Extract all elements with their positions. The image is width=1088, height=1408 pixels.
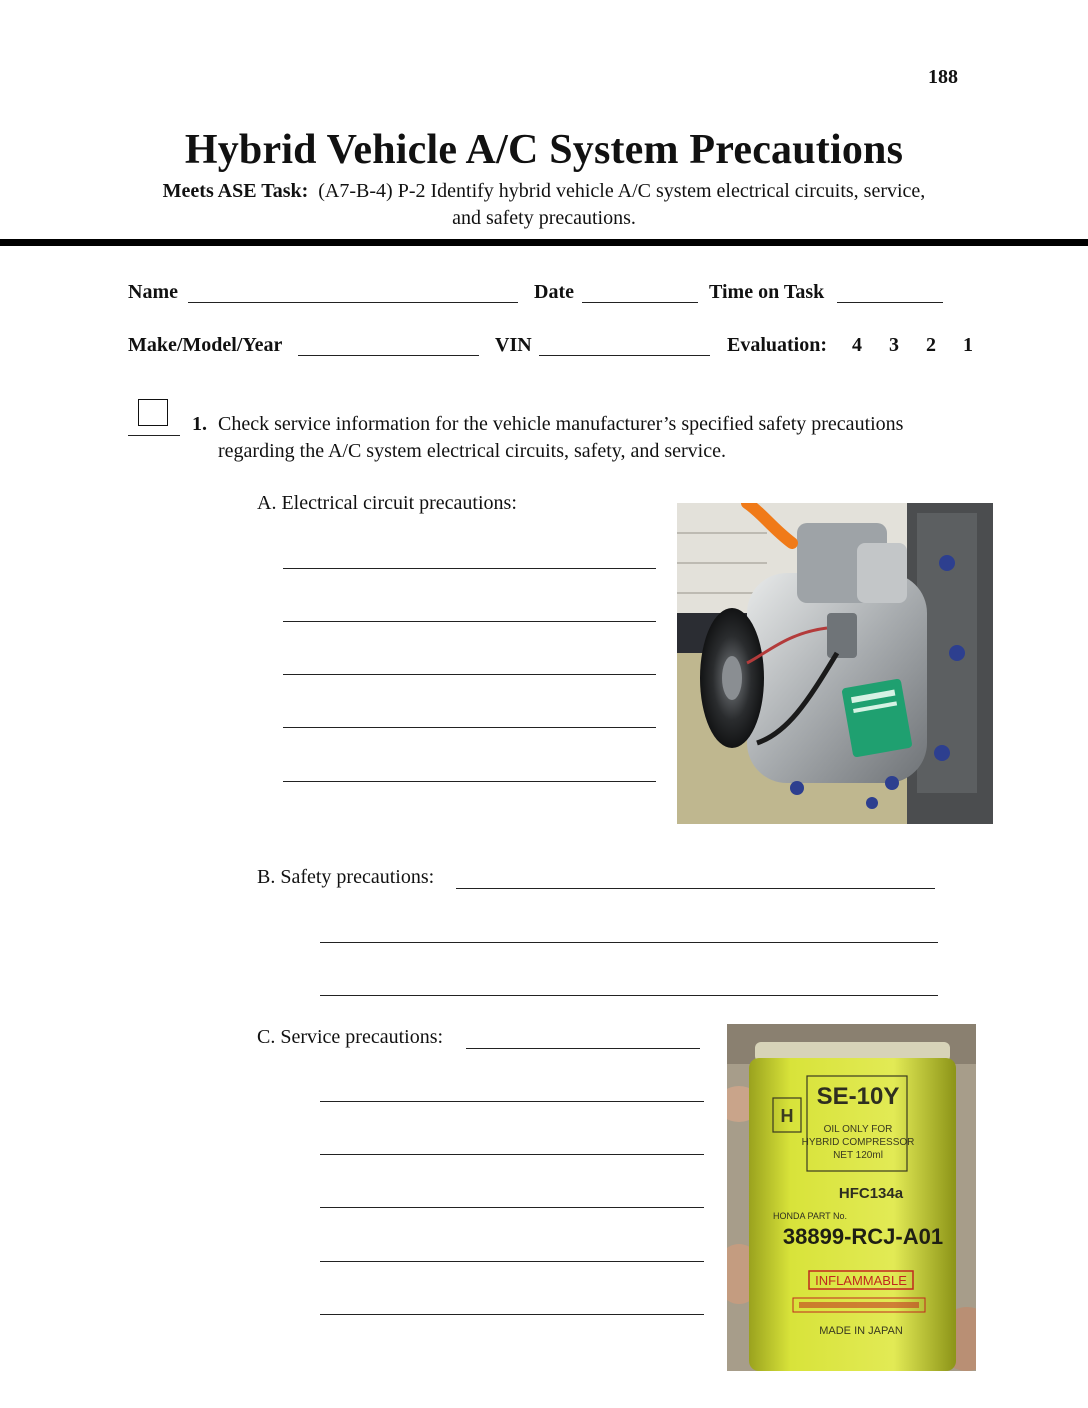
time-on-task-field[interactable] [837, 302, 943, 303]
svg-text:H: H [780, 1106, 794, 1126]
service-answer-line[interactable] [320, 1314, 704, 1315]
electrical-answer-line[interactable] [283, 621, 656, 622]
electrical-answer-line[interactable] [283, 781, 656, 782]
safety-answer-line[interactable] [320, 942, 938, 943]
can-warning: INFLAMMABLE [815, 1273, 907, 1288]
can-line3: NET 120ml [833, 1150, 883, 1161]
service-answer-line[interactable] [466, 1048, 700, 1049]
electrical-precautions-label: A. Electrical circuit precautions: [257, 492, 517, 514]
hybrid-ac-compressor-photo [677, 503, 993, 824]
evaluation [727, 334, 973, 357]
step1-text-line2: regarding the A/C system electrical circuits, safety, and service. [218, 440, 726, 462]
step1-instructions [218, 411, 978, 465]
safety-precautions-label: B. Safety precautions: [257, 866, 435, 888]
header-rule [0, 239, 1088, 246]
service-precautions-label: C. Service precautions: [257, 1026, 444, 1048]
can-line2: HYBRID COMPRESSOR [801, 1137, 915, 1148]
electrical-answer-line[interactable] [283, 674, 656, 675]
date-label: Date [534, 281, 574, 303]
service-answer-line[interactable] [320, 1154, 704, 1155]
ase-task-text: (A7-B-4) P-2 Identify hybrid vehicle A/C system electrical circuits, service, [318, 180, 926, 202]
date-field[interactable] [582, 302, 698, 303]
name-label: Name [128, 281, 178, 303]
can-origin: MADE IN JAPAN [819, 1325, 903, 1337]
step1-number: 1. [192, 413, 207, 435]
page-number: 188 [928, 66, 958, 88]
can-product-code: SE-10Y [816, 1083, 900, 1110]
evaluation-label: Evaluation: [727, 334, 828, 356]
evaluation-score-4[interactable]: 4 [852, 334, 863, 356]
ase-task-text-2: and safety precautions. [452, 207, 636, 229]
ase-task [100, 178, 988, 232]
step1-initial-line[interactable] [128, 435, 180, 436]
step1-checkbox[interactable] [138, 399, 168, 426]
evaluation-score-1[interactable]: 1 [963, 334, 974, 356]
evaluation-score-2[interactable]: 2 [926, 334, 937, 356]
service-answer-line[interactable] [320, 1207, 704, 1208]
vin-field[interactable] [539, 355, 710, 356]
make-model-year-label: Make/Model/Year [128, 334, 283, 356]
compressor-oil-can-photo [727, 1024, 976, 1371]
time-on-task-label: Time on Task [709, 281, 825, 303]
safety-answer-line[interactable] [456, 888, 935, 889]
can-part-label: HONDA PART No. [773, 1211, 848, 1221]
can-part-number: 38899-RCJ-A01 [782, 1224, 944, 1249]
service-answer-line[interactable] [320, 1101, 704, 1102]
page-title: Hybrid Vehicle A/C System Precautions [184, 127, 904, 173]
ase-task-label: Meets ASE Task: [162, 180, 309, 202]
service-answer-line[interactable] [320, 1261, 704, 1262]
make-model-year-field[interactable] [298, 355, 479, 356]
safety-answer-line[interactable] [320, 995, 938, 996]
step1-text-line1: Check service information for the vehicle manufacturer’s specified safety precautions [218, 413, 904, 435]
electrical-answer-line[interactable] [283, 568, 656, 569]
can-line1: OIL ONLY FOR [823, 1124, 893, 1135]
name-field[interactable] [188, 302, 518, 303]
electrical-answer-line[interactable] [283, 727, 656, 728]
vin-label: VIN [495, 334, 532, 356]
evaluation-score-3[interactable]: 3 [889, 334, 900, 356]
can-refrigerant: HFC134a [838, 1185, 904, 1202]
